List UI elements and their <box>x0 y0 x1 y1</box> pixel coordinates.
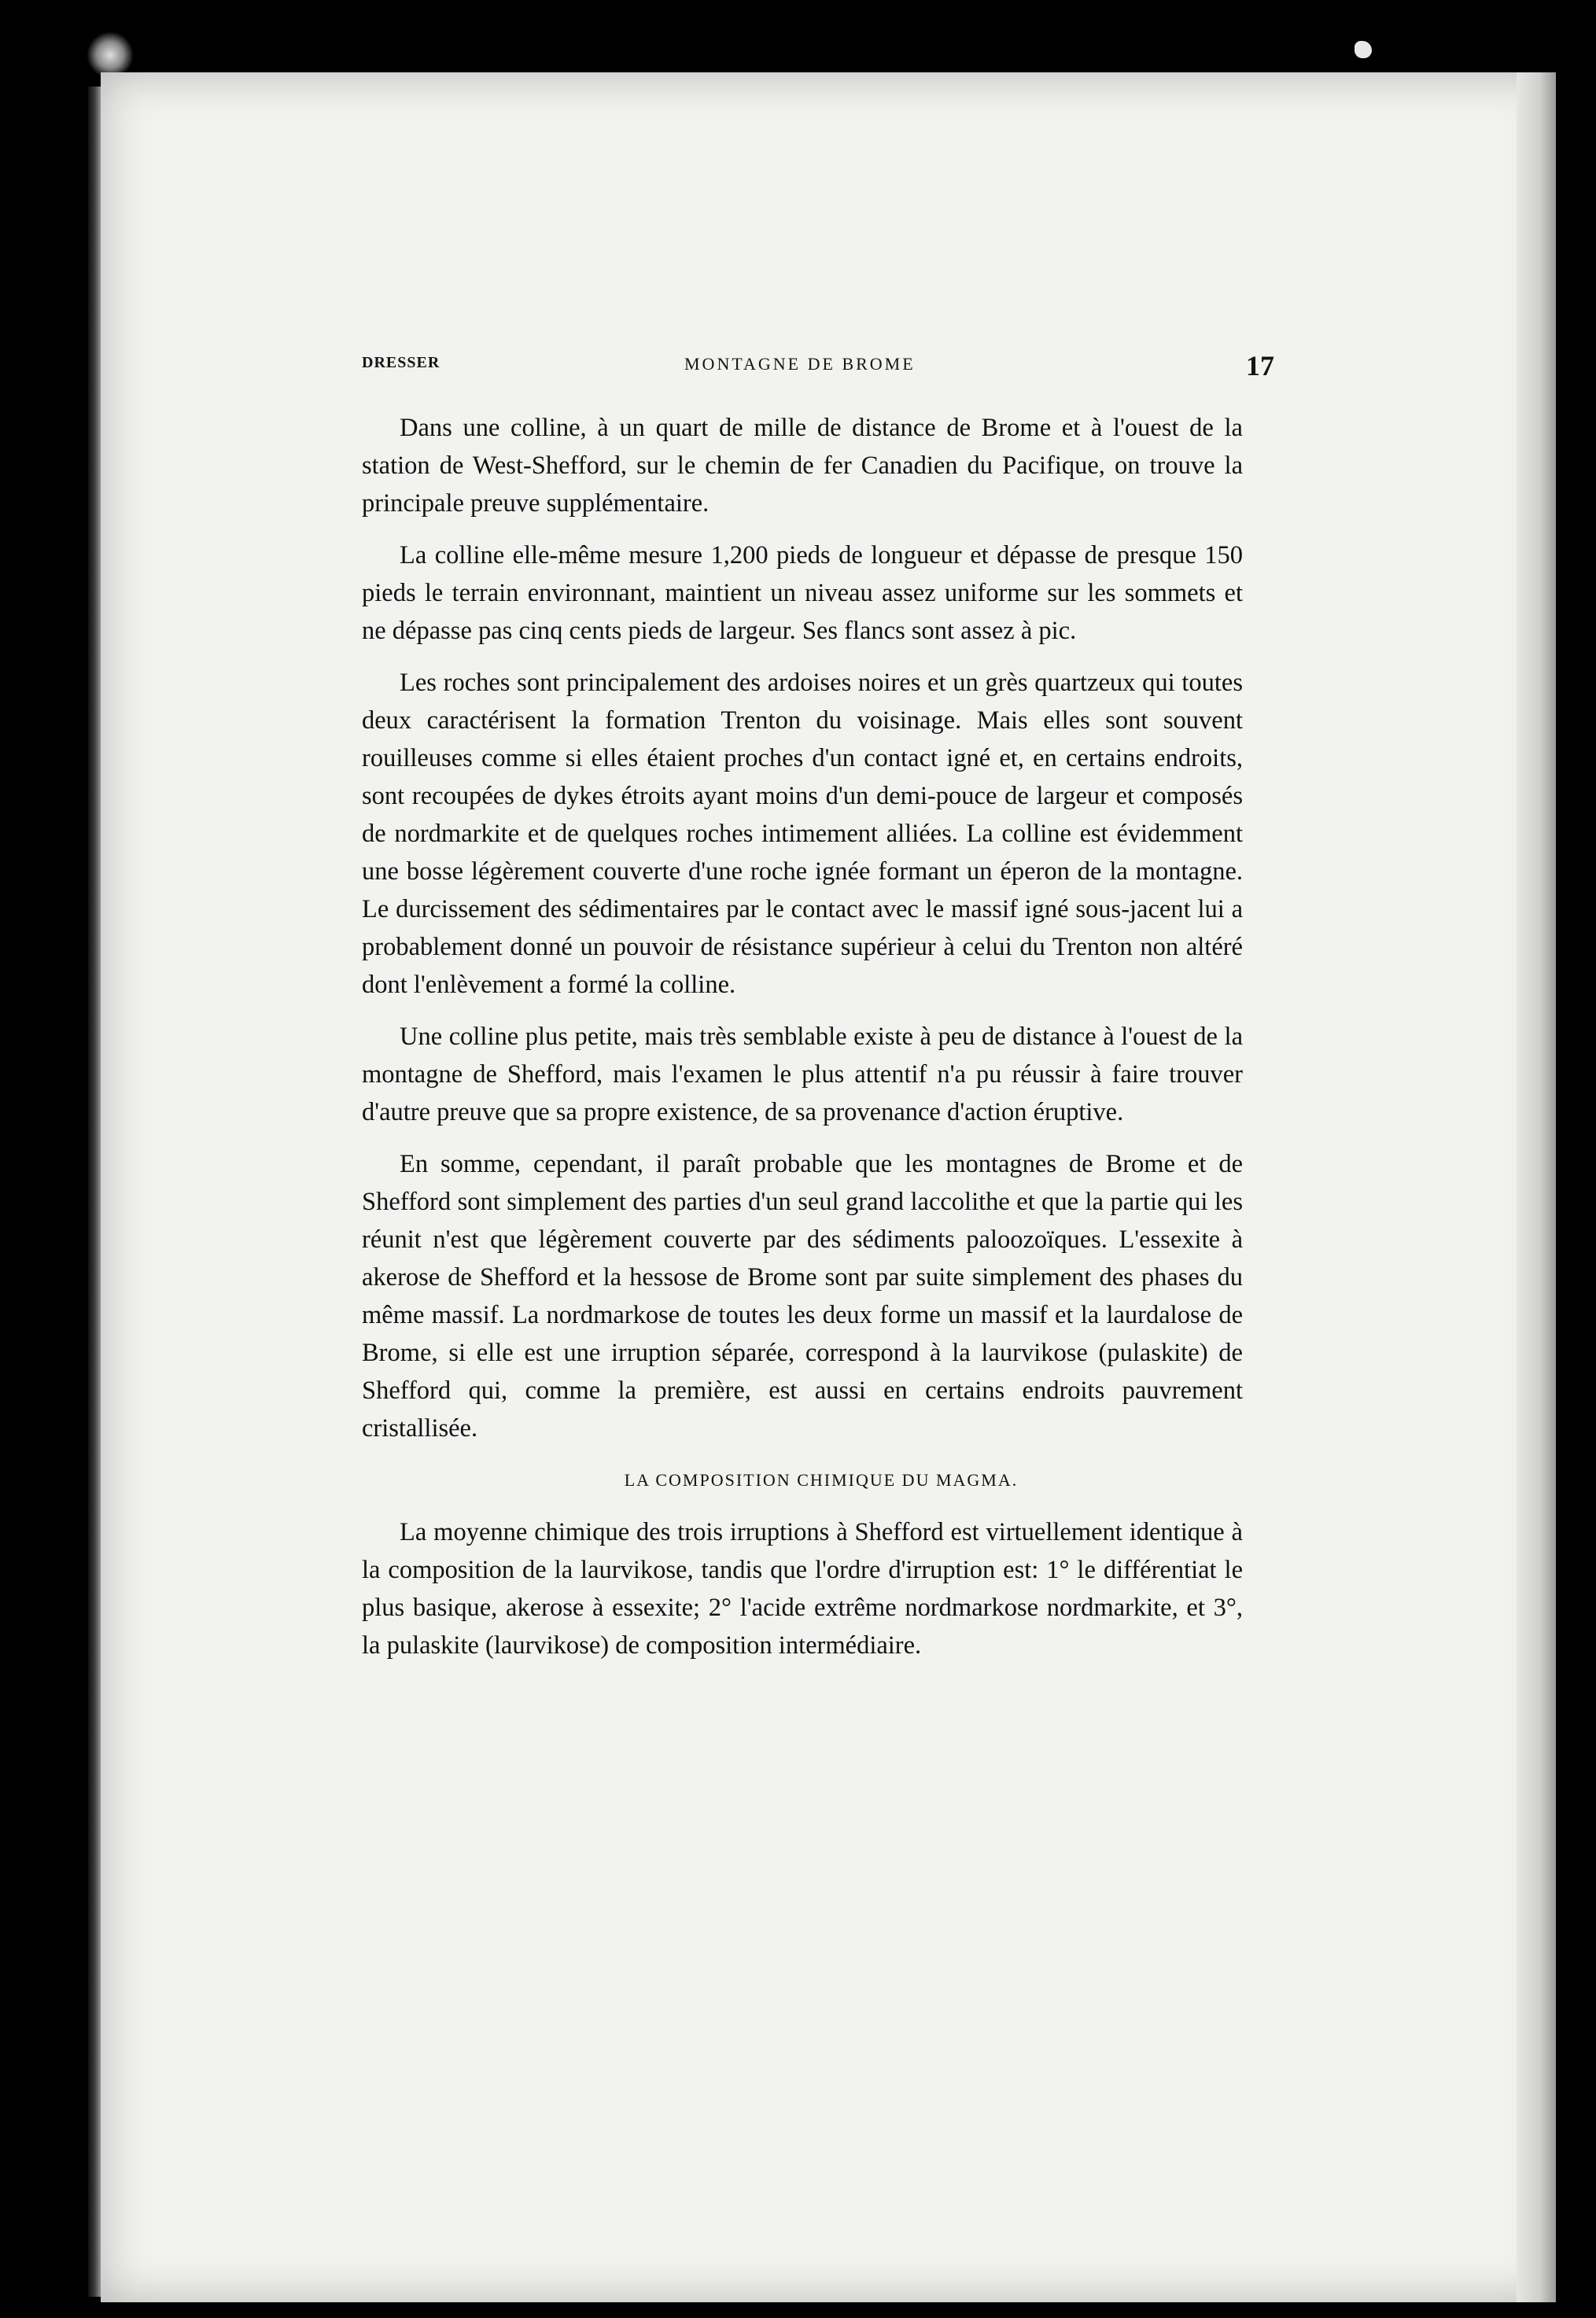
page-edge <box>1517 72 1556 2302</box>
running-head-author: DRESSER <box>362 354 440 371</box>
paragraph: La moyenne chimique des trois irruptions à Shefford est virtuellement identique à la composition de la laurvikose, tandis que l'ordre d'irruption est: 1° le différentiat le plus basique, akerose à essexite; 2° l'acide extrême nordmarkose nordmarkite, et 3°, la pulaskite (laurvikose) de composition intermédiaire. <box>362 1518 1243 1660</box>
paragraph: En somme, cependant, il paraît probable que les montagnes de Brome et de Shefford sont simplement des parties d'un seul grand laccolithe et que la partie qui les réunit n'est que légèrement couverte par des sédiments paloozoïques. L'essexite à akerose de Shefford et la hessose de Brome sont par suite simplement des phases du même massif. La nordmarkose de toutes les deux forme un massif et la laurdalose de Brome, si elle est une irruption séparée, correspond à la laurvikose (pulaskite) de Shefford qui, comme la première, est aussi en certains endroits pauvrement cristallisée. <box>362 1150 1243 1443</box>
paragraph: La colline elle-même mesure 1,200 pieds de longueur et dépasse de presque 150 pieds le terrain environnant, maintient un niveau assez uniforme sur les sommets et ne dépasse pas cinq cents pieds de largeur. Ses flancs sont assez à pic. <box>362 541 1243 645</box>
paragraph: Les roches sont principalement des ardoises noires et un grès quartzeux qui toutes deux caractérisent la formation Trenton du voisinage. Mais elles sont souvent rouilleuses comme si elles étaient proches d'un contact igné et, en certains endroits, sont recoupées de dykes étroits ayant moins d'un demi-pouce de largeur et composés de nordmarkite et de quelques roches intimement alliées. La colline est évidemment une bosse légèrement couverte d'une roche ignée formant un éperon de la montagne. Le durcissement des sédimentaires par le contact avec le massif igné sous-jacent lui a probablement donné un pouvoir de résistance supérieur à celui du Trenton non altéré dont l'enlèvement a formé la colline. <box>362 669 1243 999</box>
paragraph: Dans une colline, à un quart de mille de distance de Brome et à l'ouest de la station de West-Shefford, sur le chemin de fer Canadien du Pacifique, on trouve la principale preuve supplémentaire. <box>362 414 1243 518</box>
page-number: 17 <box>1246 350 1274 381</box>
scan-artifact <box>87 31 134 79</box>
running-head-title: MONTAGNE DE BROME <box>684 354 916 374</box>
body-text <box>362 409 1243 1679</box>
scan-artifact <box>1355 41 1372 58</box>
running-head <box>362 350 1274 385</box>
paragraph: Une colline plus petite, mais très semblable existe à peu de distance à l'ouest de la montagne de Shefford, mais l'examen le plus attentif n'a pu réussir à faire trouver d'autre preuve que sa propre existence, de sa provenance d'action éruptive. <box>362 1023 1243 1126</box>
section-heading: LA COMPOSITION CHIMIQUE DU MAGMA. <box>624 1470 1019 1490</box>
